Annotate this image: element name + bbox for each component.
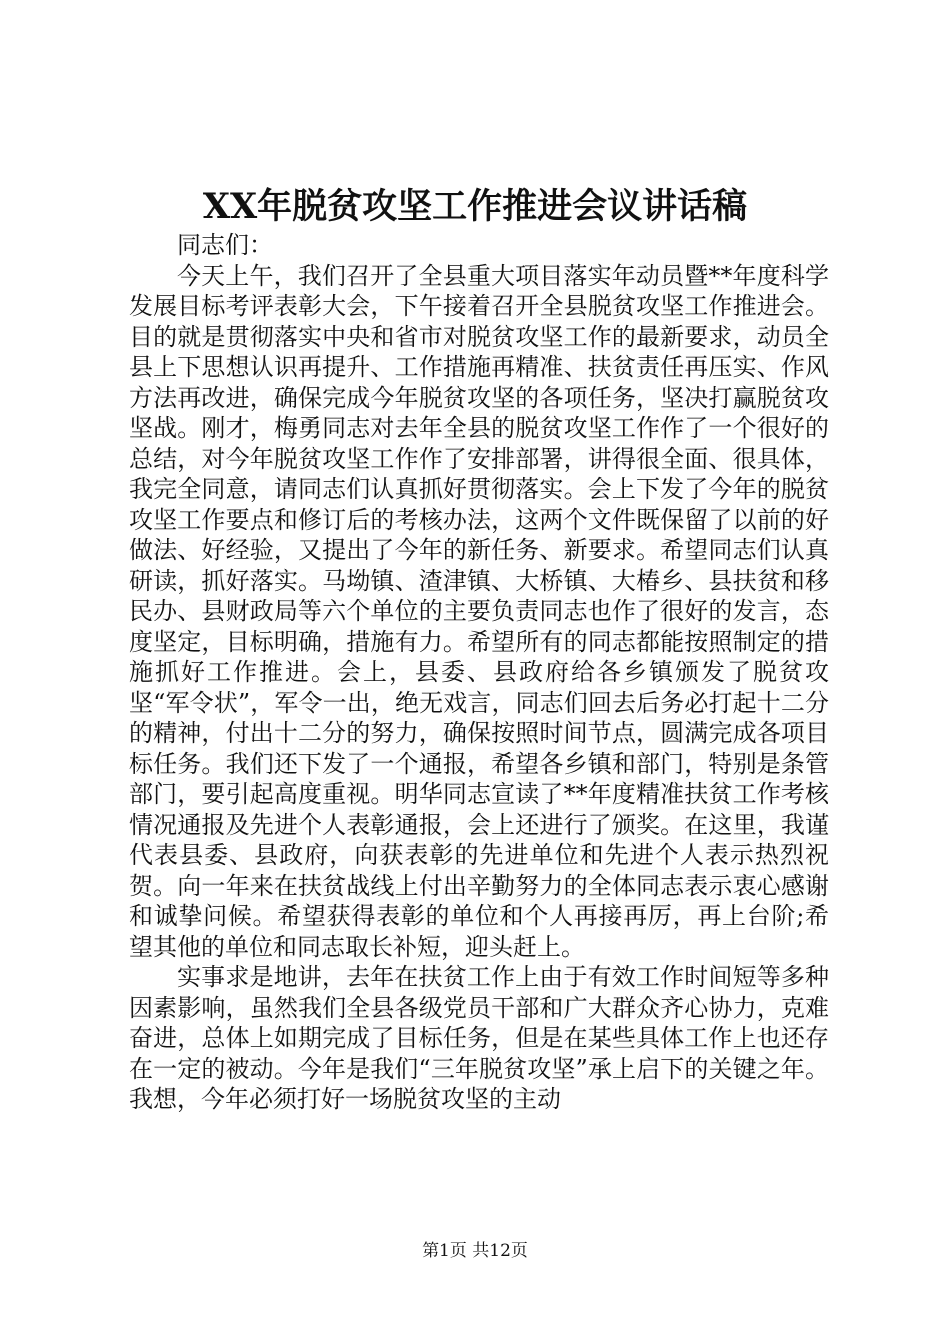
- document-title: XX年脱贫攻坚工作推进会议讲话稿: [202, 186, 748, 227]
- paragraph-2: 实事求是地讲，去年在扶贫工作上由于有效工作时间短等多种因素影响，虽然我们全县各级党员干部和广大群众齐心协力，克难奋进，总体上如期完成了目标任务，但是在某些具体工作上也还存在一定的被动。今年是我们“三年脱贫攻坚”承上启下的关键之年。我想，今年必须打好一场脱贫攻坚的主动: [129, 963, 829, 1113]
- page-footer: 第1页 共12页: [422, 1241, 528, 1261]
- salutation: 同志们：: [177, 231, 273, 259]
- document-body: [129, 230, 829, 1115]
- paragraph-1: 今天上午，我们召开了全县重大项目落实年动员暨**年度科学发展目标考评表彰大会，下午接着召开全县脱贫攻坚工作推进会。目的就是贯彻落实中央和省市对脱贫攻坚工作的最新要求，动员全县上下思想认识再提升、工作措施再精准、扶贫责任再压实、作风方法再改进，确保完成今年脱贫攻坚的各项任务，坚决打赢脱贫攻坚战。刚才，梅勇同志对去年全县的脱贫攻坚工作作了一个很好的总结，对今年脱贫攻坚工作作了安排部署，讲得很全面、很具体，我完全同意，请同志们认真抓好贯彻落实。会上下发了今年的脱贫攻坚工作要点和修订后的考核办法，这两个文件既保留了以前的好做法、好经验，又提出了今年的新任务、新要求。希望同志们认真研读，抓好落实。马坳镇、渣津镇、大桥镇、大椿乡、县扶贫和移民办、县财政局等六个单位的主要负责同志也作了很好的发言，态度坚定，目标明确，措施有力。希望所有的同志都能按照制定的措施抓好工作推进。会上，县委、县政府给各乡镇颁发了脱贫攻坚“军令状”，军令一出，绝无戏言，同志们回去后务必打起十二分的精神，付出十二分的努力，确保按照时间节点，圆满完成各项目标任务。我们还下发了一个通报，希望各乡镇和部门，特别是条管部门，要引起高度重视。明华同志宣读了**年度精准扶贫工作考核情况通报及先进个人表彰通报，会上还进行了颁奖。在这里，我谨代表县委、县政府，向获表彰的先进单位和先进个人表示热烈祝贺。向一年来在扶贫战线上付出辛勤努力的全体同志表示衷心感谢和诚挚问候。希望获得表彰的单位和个人再接再厉，再上台阶;希望其他的单位和同志取长补短，迎头赶上。: [129, 261, 829, 961]
